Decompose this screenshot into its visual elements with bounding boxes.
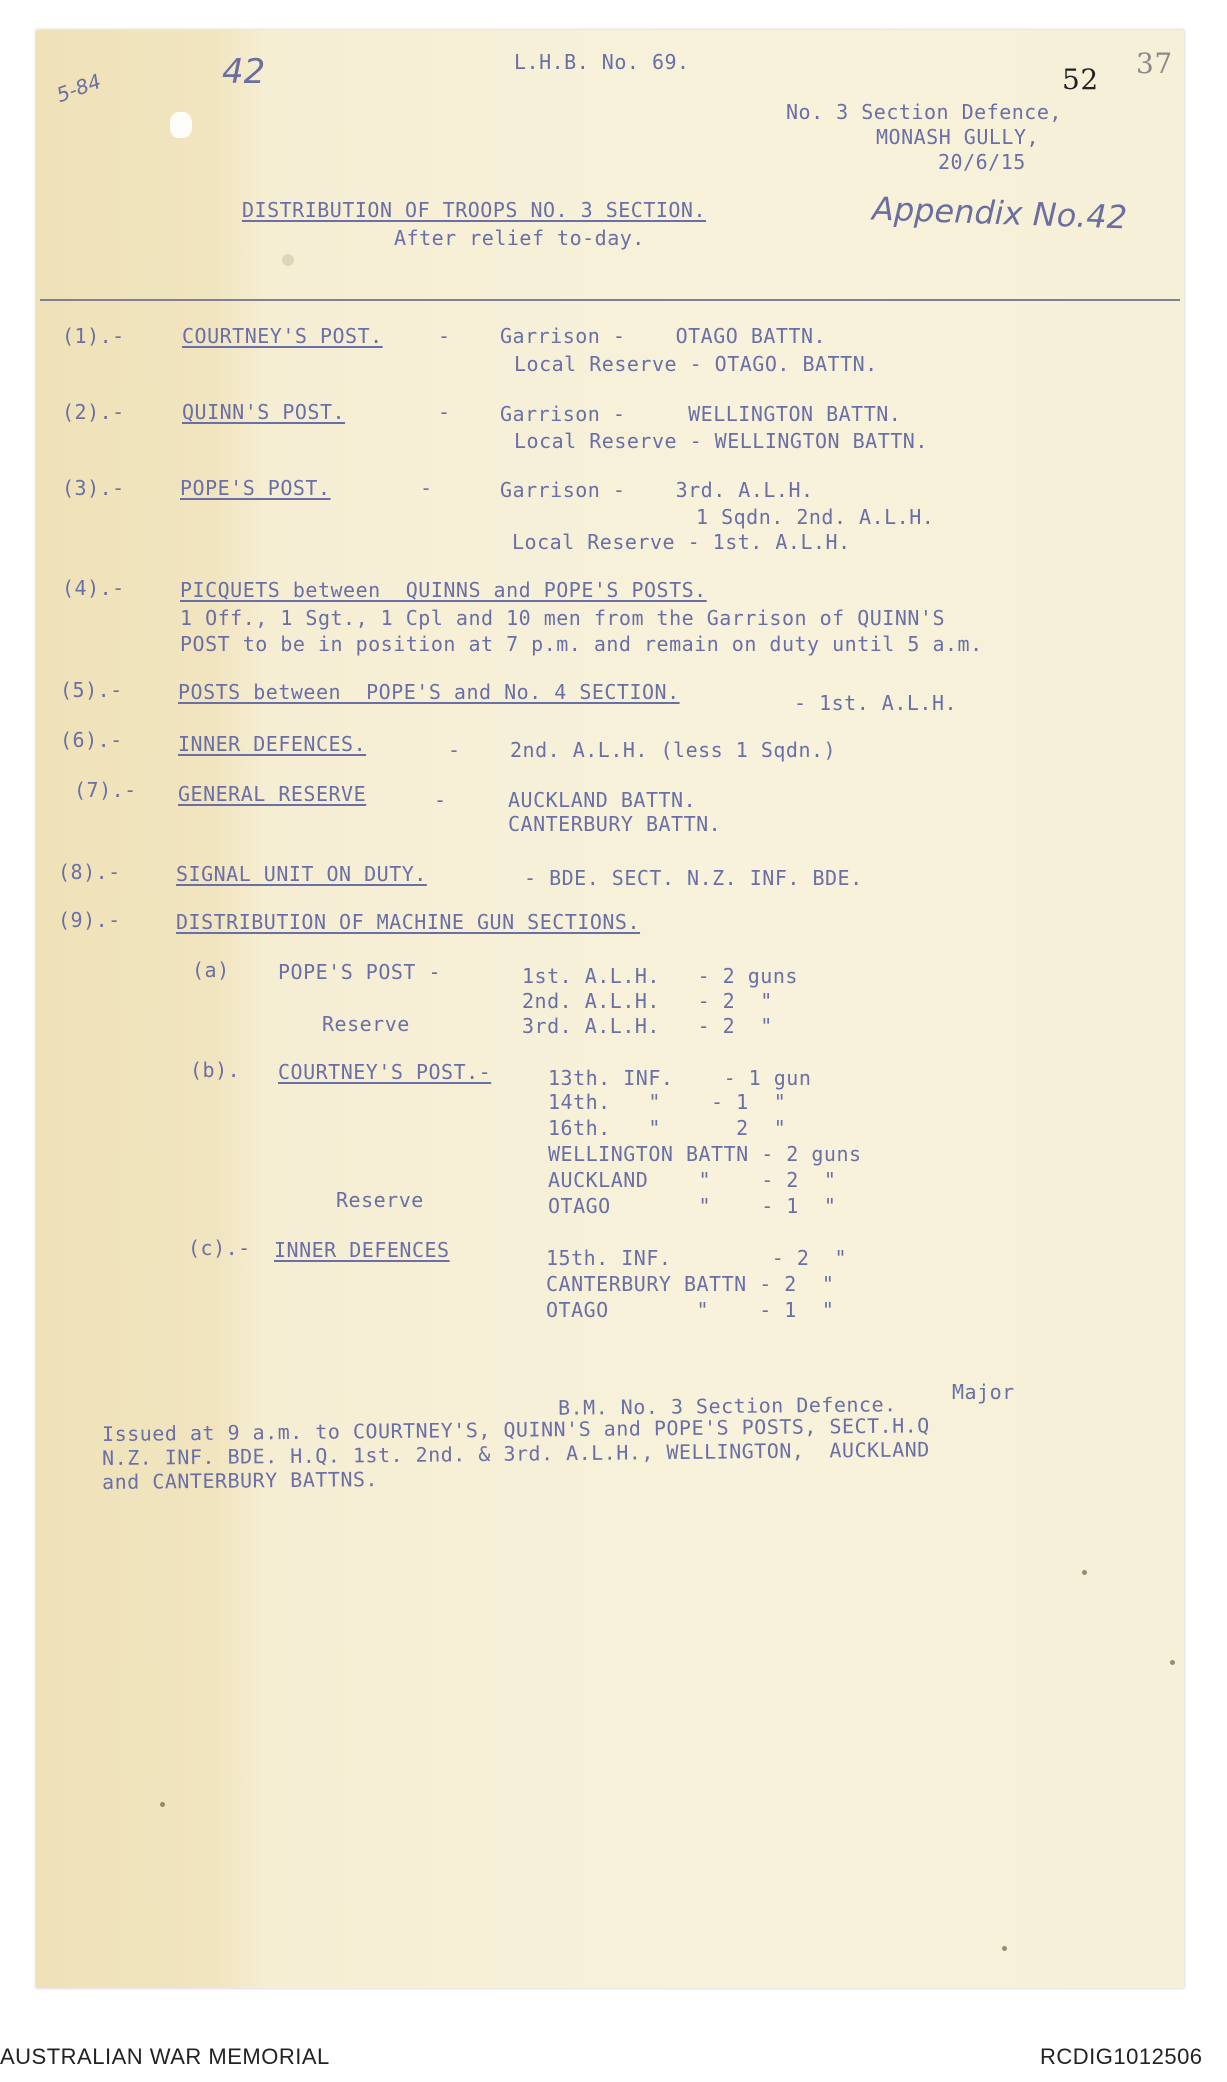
item-number: (4).- — [62, 576, 125, 600]
stamp-number: 37 — [1136, 47, 1173, 80]
item-line: CANTERBURY BATTN. — [508, 812, 722, 836]
mg-row: OTAGO " - 1 " — [546, 1298, 835, 1322]
footer-institution: AUSTRALIAN WAR MEMORIAL — [0, 2044, 330, 2069]
issued-line: Issued at 9 a.m. to COURTNEY'S, QUINN'S and POPE'S POSTS, SECT.H.Q — [101, 1413, 930, 1446]
mg-post: INNER DEFENCES — [274, 1238, 450, 1262]
item-line: 1 Sqdn. 2nd. A.L.H. — [696, 505, 935, 529]
item-heading: QUINN'S POST. — [182, 400, 346, 424]
document-date: 20/6/15 — [938, 150, 1026, 174]
signature-rank: Major — [952, 1380, 1015, 1404]
item-dash: - — [434, 788, 447, 812]
item-heading: INNER DEFENCES. — [178, 732, 367, 756]
mg-reserve-label: Reserve — [322, 1012, 410, 1036]
mg-row: AUCKLAND " - 2 " — [548, 1168, 837, 1192]
item-dash: - — [420, 476, 433, 500]
item-heading: DISTRIBUTION OF MACHINE GUN SECTIONS. — [176, 910, 641, 934]
document-reference: L.H.B. No. 69. — [514, 50, 690, 74]
stain-spot — [1082, 1570, 1087, 1575]
mg-section-label: (c).- — [188, 1236, 251, 1260]
item-heading: POSTS between POPE'S and No. 4 SECTION. — [178, 680, 680, 704]
item-line: 1 Off., 1 Sgt., 1 Cpl and 10 men from the Garrison of QUINN'S — [180, 606, 946, 630]
item-heading: SIGNAL UNIT ON DUTY. — [176, 862, 427, 886]
mg-row: 3rd. A.L.H. - 2 " — [522, 1014, 773, 1038]
item-line: Garrison - 3rd. A.L.H. — [500, 478, 814, 502]
footer-reference: RCDIG1012506 — [1040, 2044, 1203, 2069]
mg-post: COURTNEY'S POST.- — [278, 1060, 492, 1084]
issued-line: and CANTERBURY BATTNS. — [101, 1467, 379, 1494]
pencil-annotation: 5-84 — [53, 68, 105, 108]
item-number: (3).- — [62, 476, 125, 500]
stain-spot — [282, 254, 294, 266]
item-number: (2).- — [62, 400, 125, 424]
item-line: POST to be in position at 7 p.m. and remain on duty until 5 a.m. — [180, 632, 983, 656]
item-line: Local Reserve - OTAGO. BATTN. — [514, 352, 878, 376]
document-title: DISTRIBUTION OF TROOPS NO. 3 SECTION. — [242, 198, 707, 222]
document-subtitle: After relief to-day. — [394, 226, 645, 250]
item-line: Local Reserve - WELLINGTON BATTN. — [514, 429, 928, 453]
item-line: - BDE. SECT. N.Z. INF. BDE. — [524, 866, 863, 890]
page-number: 52 — [1062, 63, 1099, 96]
item-number: (1).- — [62, 324, 125, 348]
item-number: (6).- — [60, 728, 123, 752]
mg-row: 2nd. A.L.H. - 2 " — [522, 989, 773, 1013]
address-line-2: MONASH GULLY, — [876, 125, 1040, 149]
mg-row: CANTERBURY BATTN - 2 " — [546, 1272, 835, 1296]
mg-section-label: (b). — [190, 1058, 241, 1082]
item-line: 2nd. A.L.H. (less 1 Sqdn.) — [510, 738, 837, 762]
stain-spot — [1002, 1946, 1007, 1951]
item-heading: PICQUETS between QUINNS and POPE'S POSTS. — [180, 578, 707, 602]
item-heading: COURTNEY'S POST. — [182, 324, 383, 348]
item-dash: - — [438, 400, 451, 424]
header-rule — [40, 299, 1180, 301]
item-dash: - — [448, 738, 461, 762]
stain-spot — [1170, 1660, 1175, 1665]
stain-spot — [160, 1802, 165, 1807]
mg-row: WELLINGTON BATTN - 2 guns — [548, 1142, 862, 1166]
paper-hole — [170, 112, 192, 138]
item-number: (7).- — [74, 778, 137, 802]
mg-row: 15th. INF. - 2 " — [546, 1246, 847, 1270]
item-line: AUCKLAND BATTN. — [508, 788, 697, 812]
item-number: (8).- — [58, 860, 121, 884]
appendix-note: Appendix No.42 — [871, 189, 1128, 237]
pencil-number: 42 — [222, 52, 266, 92]
mg-row: 14th. " - 1 " — [548, 1090, 787, 1114]
mg-row: 13th. INF. - 1 gun — [548, 1066, 812, 1090]
address-line-1: No. 3 Section Defence, — [786, 100, 1062, 124]
mg-reserve-label: Reserve — [336, 1188, 424, 1212]
item-number: (5).- — [60, 678, 123, 702]
mg-row: 16th. " 2 " — [548, 1116, 787, 1140]
item-line: Local Reserve - 1st. A.L.H. — [512, 530, 851, 554]
item-dash: - — [438, 324, 451, 348]
mg-row: 1st. A.L.H. - 2 guns — [522, 964, 798, 988]
item-heading: POPE'S POST. — [180, 476, 331, 500]
issued-line: N.Z. INF. BDE. H.Q. 1st. 2nd. & 3rd. A.L.H., WELLINGTON, AUCKLAND — [101, 1437, 930, 1470]
item-heading: GENERAL RESERVE — [178, 782, 367, 806]
item-line: - 1st. A.L.H. — [794, 691, 958, 715]
item-line: Garrison - OTAGO BATTN. — [500, 324, 827, 348]
item-number: (9).- — [58, 908, 121, 932]
mg-section-label: (a) — [192, 958, 230, 982]
mg-post: POPE'S POST - — [278, 960, 442, 984]
signature-title: B.M. No. 3 Section Defence. — [557, 1392, 897, 1420]
mg-row: OTAGO " - 1 " — [548, 1194, 837, 1218]
item-line: Garrison - WELLINGTON BATTN. — [500, 402, 902, 426]
